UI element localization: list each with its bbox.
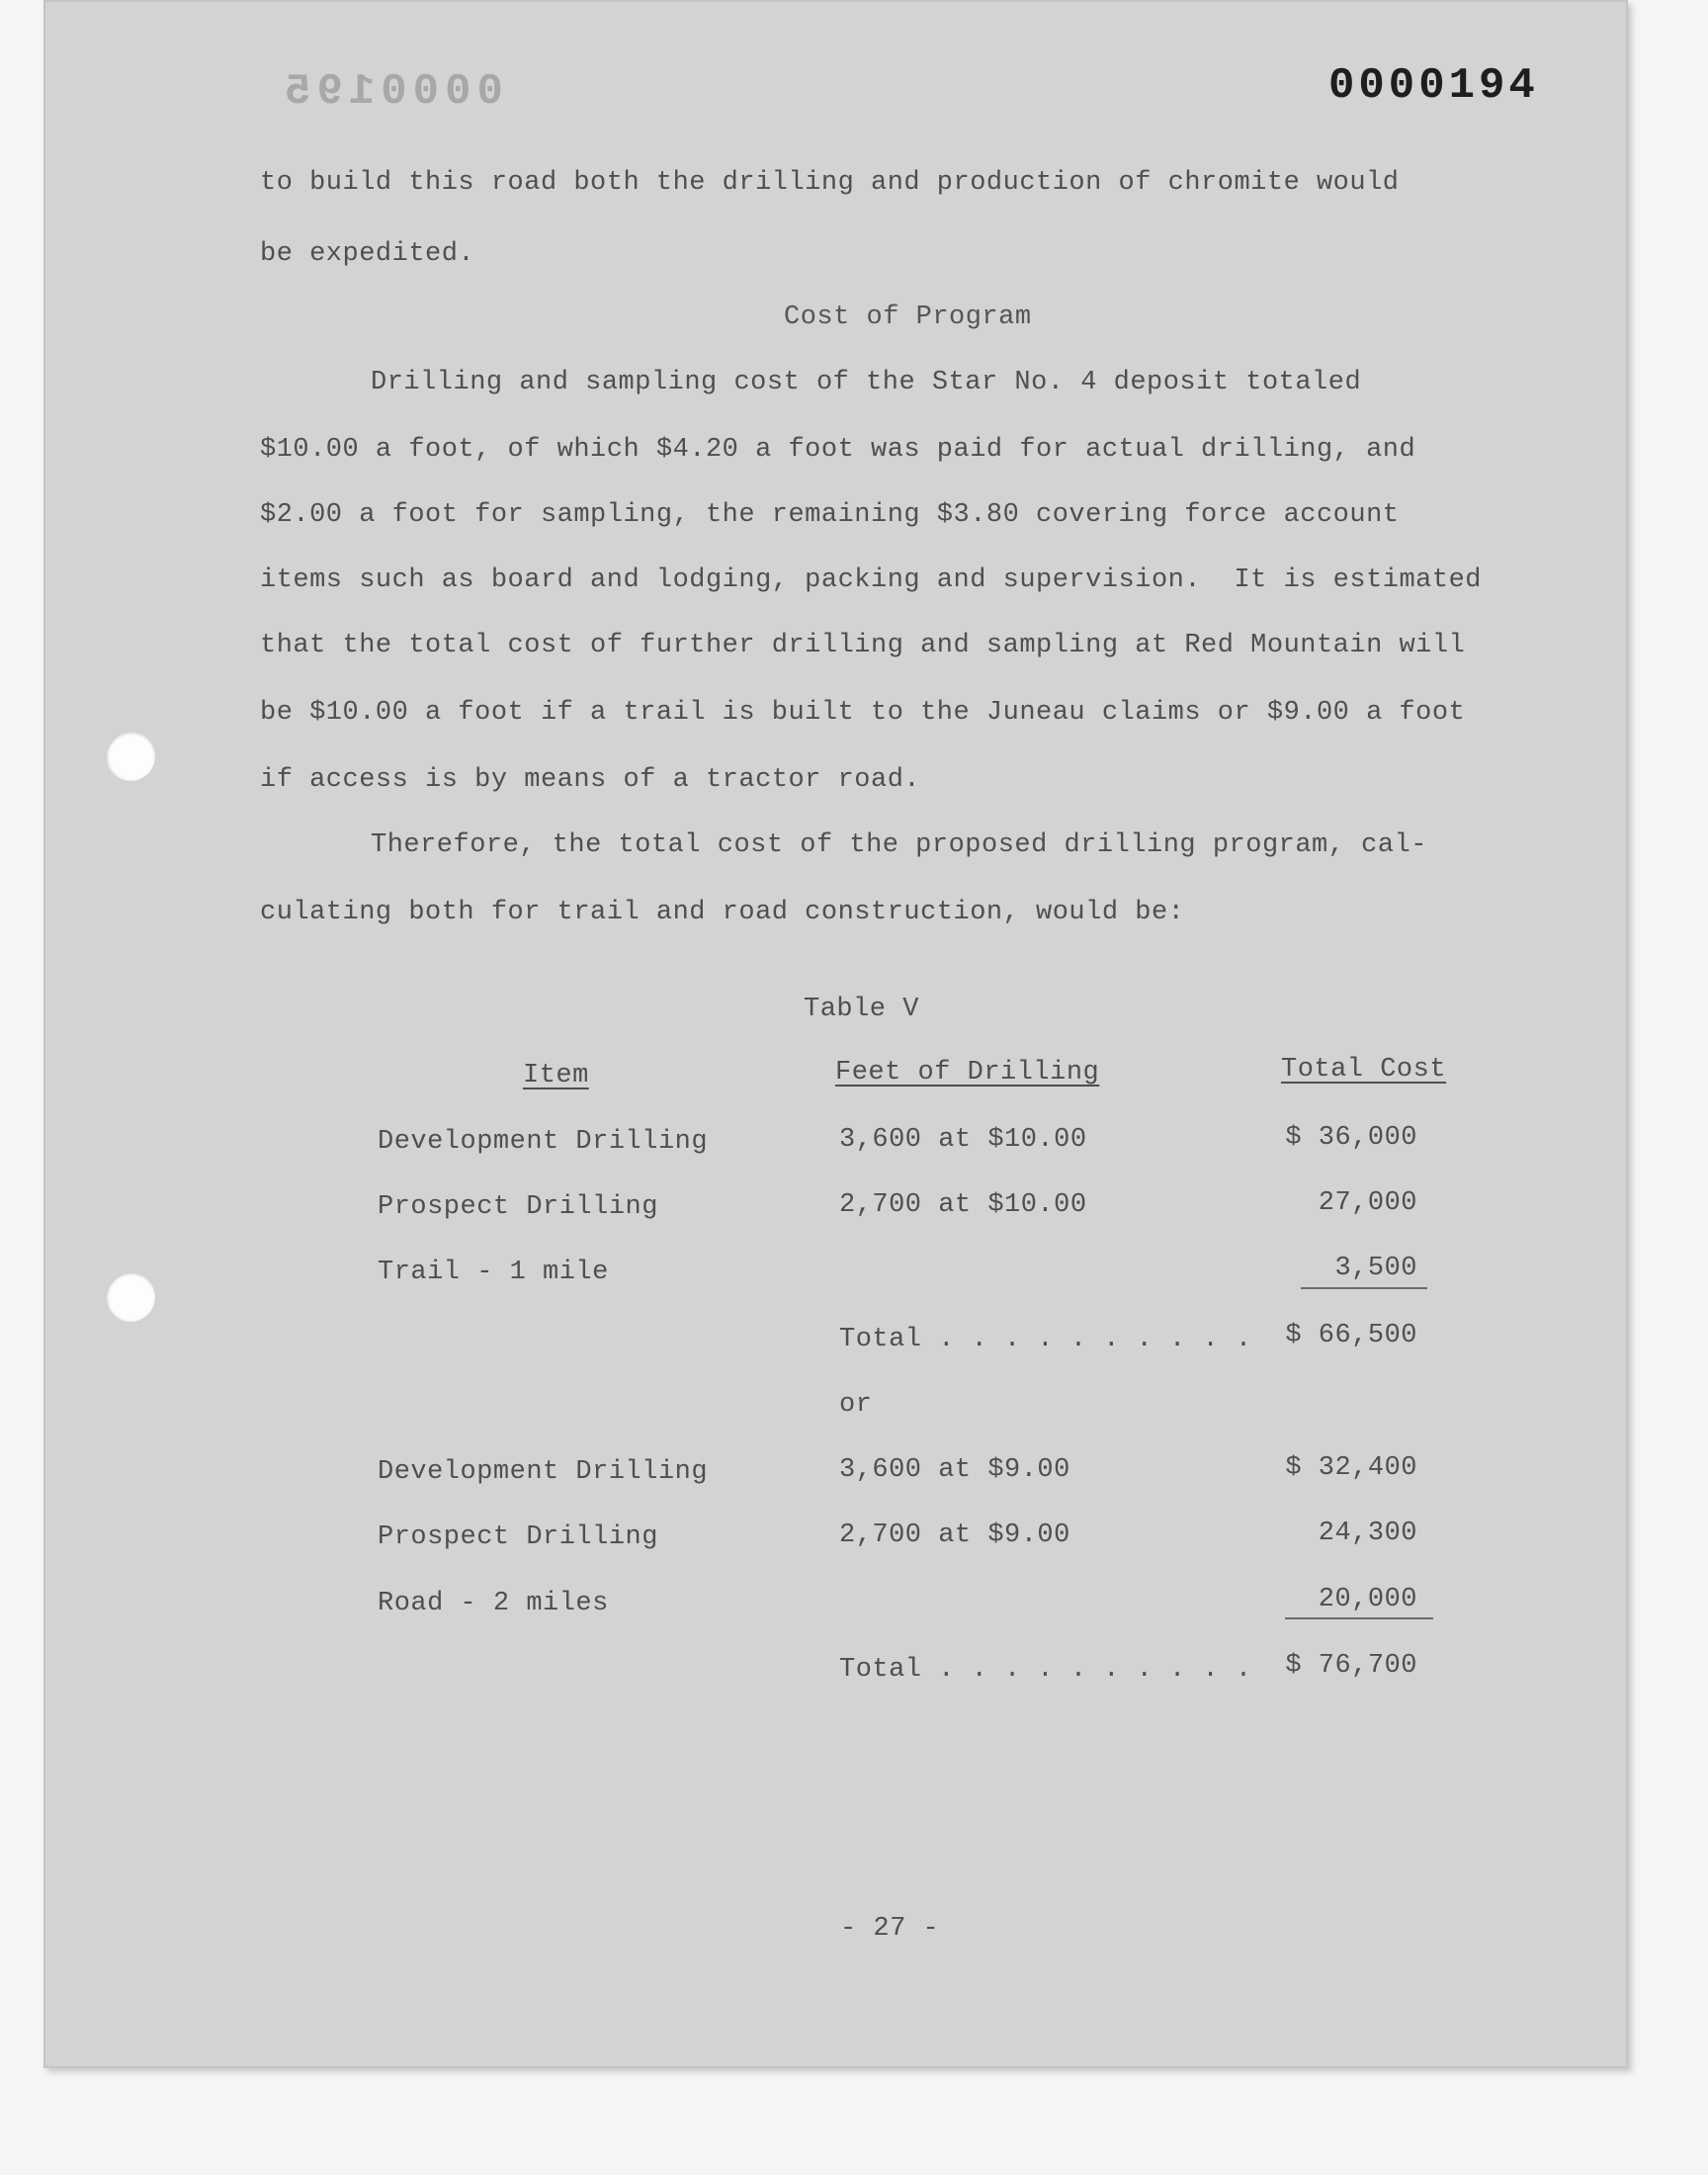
table-separator-or: or	[839, 1390, 873, 1420]
text-line: $10.00 a foot, of which $4.20 a foot was paid for actual drilling, and	[260, 435, 1416, 465]
punch-hole-top	[106, 732, 155, 781]
table-cell-cost: 20,000	[1318, 1585, 1417, 1614]
text-line: if access is by means of a tractor road.	[260, 765, 921, 795]
subtotal-rule	[1301, 1287, 1427, 1289]
page-number: - 27 -	[840, 1914, 940, 1944]
table-total-label: Total . . . . . . . . . .	[839, 1325, 1252, 1354]
table-cell-cost: 27,000	[1318, 1188, 1417, 1218]
table-total-value: $ 76,700	[1285, 1651, 1417, 1681]
text-line: that the total cost of further drilling and sampling at Red Mountain will	[260, 631, 1466, 660]
table-cell-cost: 3,500	[1334, 1254, 1417, 1283]
subtotal-rule	[1285, 1617, 1433, 1619]
table-cell-feet: 2,700 at $10.00	[839, 1190, 1087, 1220]
text-line: culating both for trail and road construction, would be:	[260, 898, 1185, 927]
text-line: be expedited.	[260, 239, 475, 269]
text-line: to build this road both the drilling and production of chromite would	[260, 168, 1400, 198]
mirrored-bleedthrough-number: 0000195	[279, 67, 503, 117]
text-line: items such as board and lodging, packing and supervision. It is estimated	[260, 566, 1482, 595]
text-line: $2.00 a foot for sampling, the remaining $3.80 covering force account	[260, 500, 1400, 530]
table-cell-item: Prospect Drilling	[378, 1522, 658, 1552]
table-cell-item: Development Drilling	[378, 1457, 709, 1487]
page-stamp-number: 0000194	[1328, 61, 1539, 111]
table-cell-feet: 3,600 at $9.00	[839, 1455, 1070, 1485]
text-line: Therefore, the total cost of the proposed drilling program, cal-	[371, 830, 1427, 860]
table-total-label: Total . . . . . . . . . .	[839, 1655, 1252, 1685]
table-cell-item: Trail - 1 mile	[378, 1258, 609, 1287]
table-cell-cost: $ 36,000	[1285, 1123, 1417, 1153]
table-cell-item: Road - 2 miles	[378, 1589, 609, 1618]
table-cell-cost: $ 32,400	[1285, 1453, 1417, 1483]
document-page	[43, 0, 1628, 2068]
table-cell-feet: 3,600 at $10.00	[839, 1125, 1087, 1155]
table-cell-cost: 24,300	[1318, 1519, 1417, 1548]
table-cell-feet: 2,700 at $9.00	[839, 1521, 1070, 1550]
text-line: Drilling and sampling cost of the Star No. 4 deposit totaled	[371, 368, 1362, 397]
table-title: Table V	[804, 995, 919, 1024]
table-total-value: $ 66,500	[1285, 1321, 1417, 1350]
punch-hole-bottom	[106, 1272, 155, 1322]
table-header-item: Item	[523, 1061, 589, 1090]
table-header-cost: Total Cost	[1281, 1055, 1447, 1085]
text-line: be $10.00 a foot if a trail is built to the Juneau claims or $9.00 a foot	[260, 698, 1466, 728]
table-cell-item: Prospect Drilling	[378, 1192, 658, 1222]
section-title: Cost of Program	[784, 303, 1032, 332]
table-header-feet: Feet of Drilling	[835, 1058, 1100, 1088]
table-cell-item: Development Drilling	[378, 1127, 709, 1157]
